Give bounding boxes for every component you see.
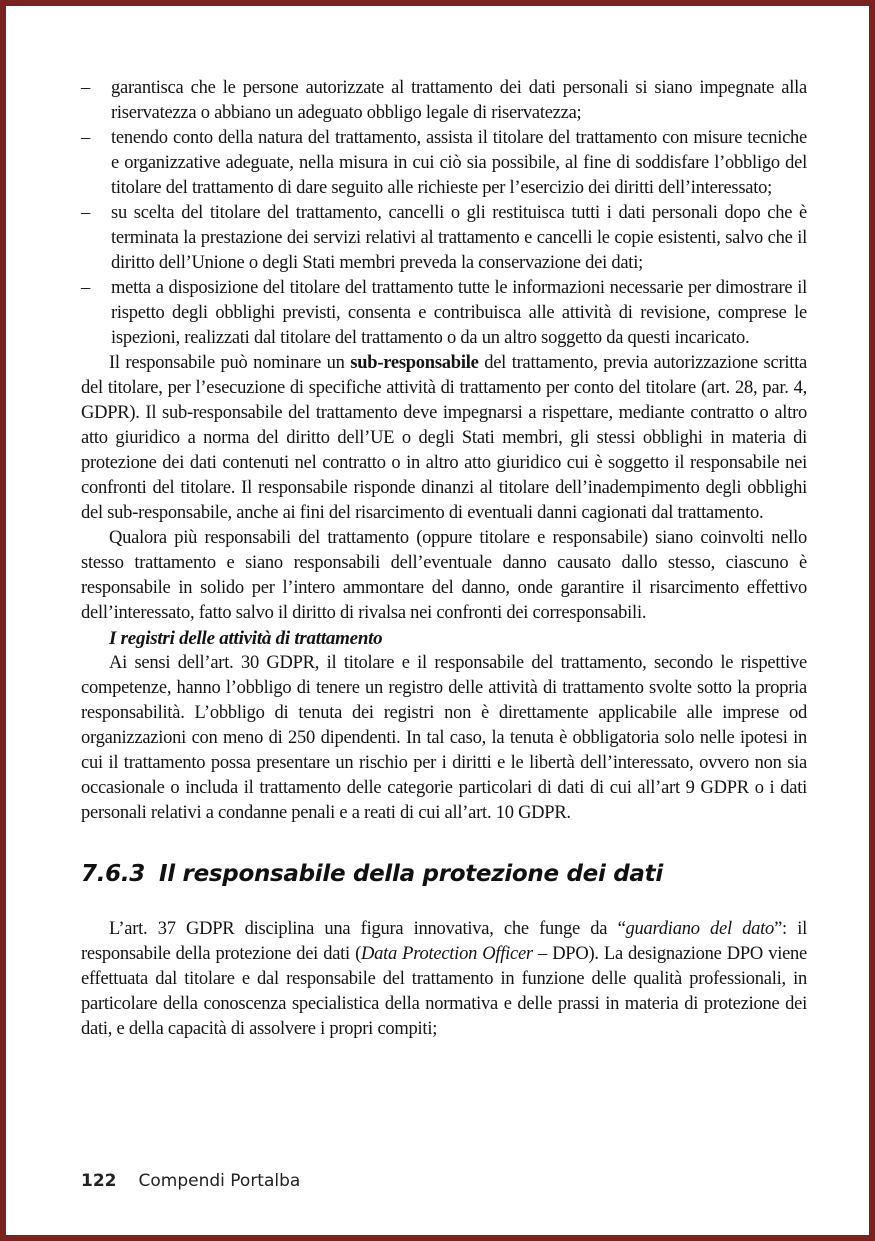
book-title: Compendi Portalba: [138, 1171, 301, 1191]
bullet-text: su scelta del titolare del trattamento, cancelli o gli restituisca tutti i dati personali dopo che è terminata la prestazione dei servizi relativi al trattamento e cancelli le copie esistenti, salvo che il diritto dell’Unione o degli Stati membri preveda la conservazione dei dati;: [111, 203, 807, 273]
dash-marker: –: [81, 203, 90, 223]
dash-marker: –: [81, 78, 90, 98]
paragraph-qualora: Qualora più responsabili del trattamento (oppure titolare e responsabile) siano coinvolti nello stesso trattamento e siano responsabili dell’eventuale danno causato dallo stesso, ciascuno è responsabile in solido per l’intero ammontare del danno, onde garantire il risarcimento effettivo dell’interessato, fatto salvo il diritto di rivalsa nei confronti dei corresponsabili.: [81, 528, 807, 623]
paragraph-text: del trattamento, previa autorizzazione scritta del titolare, per l’esecuzione di specifiche attività di trattamento per conto del titolare (art. 28, par. 4, GDPR). Il sub-responsabile del trattamento deve impegnarsi a rispettare, mediante contratto o altro atto giuridico a norma del diritto dell’UE o degli Stati membri, gli stessi obblighi in materia di protezione dei dati contenuti nel contratto o in altro atto giuridico cui è soggetto il responsabile nei confronti del titolare. Il responsabile risponde dinanzi al titolare dell’inadempimento degli obblighi del sub-responsabile, anche ai fini del risarcimento di eventuali danni cagionati dal trattamento.: [81, 353, 807, 523]
subheading-registri: I registri delle attività di trattamento: [109, 628, 383, 649]
page-number: 122: [81, 1171, 117, 1191]
page-footer: [81, 1171, 300, 1191]
section-title: Il responsabile della protezione dei dati: [159, 861, 663, 887]
list-item: [81, 201, 807, 276]
paragraph-registri: Ai sensi dell’art. 30 GDPR, il titolare e il responsabile del trattamento, secondo le rispettive competenze, hanno l’obbligo di tenere un registro delle attività di trattamento svolte sotto la propria responsabilità. L’obbligo di tenuta dei registri non è direttamente applicabile alle imprese od organizzazioni con meno di 250 dipendenti. In tal caso, la tenuta è obbligatoria solo nelle ipotesi in cui il trattamento possa presentare un rischio per i diritti e le libertà dell’interessato, ovvero non sia occasionale o includa il trattamento delle categorie particolari di dati di cui all’art 9 GDPR o i dati personali relativi a condanne penali e a reati di cui all’art. 10 GDPR.: [81, 653, 807, 823]
bullet-list: [81, 76, 807, 351]
italic-guardiano-del-dato: guardiano del dato: [625, 919, 775, 939]
paragraph-text: L’art. 37 GDPR disciplina una figura innovativa, che funge da “: [109, 919, 626, 939]
bullet-text: garantisca che le persone autorizzate al trattamento dei dati personali si siano impegnate alla riservatezza o abbiano un adeguato obbligo legale di riservatezza;: [111, 78, 807, 123]
list-item: [81, 76, 807, 126]
list-item: [81, 276, 807, 351]
section-number: 7.6.3: [81, 861, 145, 887]
paragraph-sub-responsabile: [81, 351, 807, 526]
section-heading: [81, 862, 807, 887]
dash-marker: –: [81, 278, 90, 298]
paragraph-text: Il responsabile può nominare un: [109, 353, 351, 373]
paragraph-text: – DPO). La designazione DPO viene effettuata dal titolare e dal responsabile del trattamento in funzione delle qualità professionali, in particolare della conoscenza specialistica della normativa e delle prassi in materia di protezione dei dati, e della capacità di assolvere i propri compiti;: [81, 944, 808, 1039]
dash-marker: –: [81, 128, 90, 148]
list-item: [81, 126, 807, 201]
bullet-text: metta a disposizione del titolare del trattamento tutte le informazioni necessarie per dimostrare il rispetto degli obblighi previsti, consenta e contribuisca alle attività di revisione, comprese le ispezioni, realizzati dal titolare del trattamento o da un altro soggetto da questi incaricato.: [111, 278, 807, 348]
italic-data-protection-officer: Data Protection Officer: [361, 944, 533, 964]
paragraph-text: ”: il responsabile della protezione dei dati (: [81, 919, 807, 964]
bullet-text: tenendo conto della natura del trattamento, assista il titolare del trattamento con misure tecniche e organizzative adeguate, nella misura in cui ciò sia possibile, al fine di soddisfare l’obbligo del titolare del trattamento di dare seguito alle richieste per l’esercizio dei diritti dell’interessato;: [111, 128, 807, 198]
paragraph-dpo: [81, 917, 807, 1042]
bold-sub-responsabile: sub-responsabile: [350, 353, 479, 373]
page-content: [81, 76, 807, 1042]
